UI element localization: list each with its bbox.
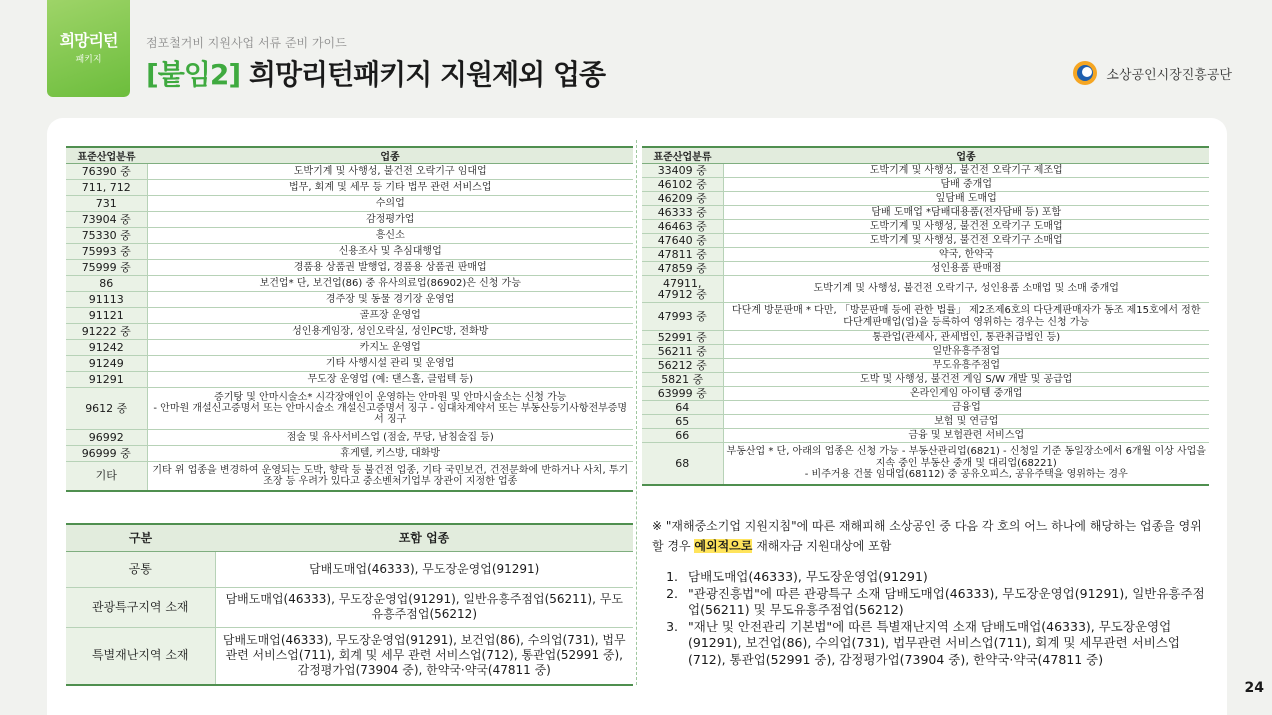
table-row [66, 260, 633, 276]
table-row [642, 415, 1209, 429]
table-row [66, 446, 633, 462]
right-industry-cell: 약국, 한약국 [723, 248, 1209, 262]
left-code-cell: 91113 [66, 292, 147, 308]
table-row [66, 244, 633, 260]
list-item-text: "재난 및 안전관리 기본법"에 따른 특별재난지역 소재 담배도매업(46333), 무도장운영업(91291), 보건업(86), 수의업(731), 법무관련 서비스업(711), 회계 및 세무관련 서비스업(712), 통관업(52991 중), 감정평가업(73904 중), 한약국·약국(47811 중) [688, 618, 1180, 667]
left-industry-cell: 신용조사 및 추심대행업 [147, 244, 633, 260]
table-row [66, 587, 633, 627]
left-industry-cell: 경품용 상품권 발행업, 경품용 상품권 판매업 [147, 260, 633, 276]
excluded-industry-table-left [66, 146, 633, 492]
right-industry-cell: 도박 및 사행성, 불건전 게임 S/W 개발 및 공급업 [723, 373, 1209, 387]
table-row [66, 627, 633, 685]
left-code-cell: 91249 [66, 356, 147, 372]
col-header-industry: 업종 [723, 147, 1209, 164]
table-row [66, 196, 633, 212]
col-header-included: 포함 업종 [215, 524, 633, 551]
list-item-number: 1. [666, 569, 678, 584]
right-industry-cell: 담배 중개업 [723, 178, 1209, 192]
page-title [146, 53, 605, 93]
note-emphasis: 예외적으로 [694, 539, 753, 553]
table-row [66, 430, 633, 446]
left-industry-cell: 휴게텔, 키스방, 대화방 [147, 446, 633, 462]
left-code-cell: 711, 712 [66, 180, 147, 196]
table-row [642, 387, 1209, 401]
left-code-cell: 75993 중 [66, 244, 147, 260]
right-industry-cell: 일반유흥주점업 [723, 345, 1209, 359]
right-industry-cell: 무도유흥주점업 [723, 359, 1209, 373]
guide-label: 점포철거비 지원사업 서류 준비 가이드 [146, 36, 347, 50]
table-row [66, 180, 633, 196]
right-code-cell: 33409 중 [642, 164, 723, 178]
left-code-cell: 기타 [66, 462, 147, 491]
left-code-cell: 73904 중 [66, 212, 147, 228]
left-code-cell: 75330 중 [66, 228, 147, 244]
right-industry-cell: 보험 및 연금업 [723, 415, 1209, 429]
right-industry-cell: 금융업 [723, 401, 1209, 415]
table-row [642, 401, 1209, 415]
right-code-cell: 68 [642, 443, 723, 485]
left-code-cell: 91242 [66, 340, 147, 356]
right-industry-cell: 부동산업 * 단, 아래의 업종은 신청 가능 - 부동산관리업(6821) - 신청일 기준 동일장소에서 6개월 이상 사업을 지속 중인 부동산 중개 및 대리업(68221) - 비주거용 건물 임대업(68112) 중 공유오피스, 공유주택을 영위하는 경우 [723, 443, 1209, 485]
list-item [652, 569, 1212, 586]
right-industry-cell: 담배 도매업 *담배대용품(전자담배 등) 포함 [723, 206, 1209, 220]
list-item-number: 2. [666, 585, 678, 601]
exception-industry-table [66, 523, 633, 686]
table-row [642, 359, 1209, 373]
title-tag: [붙임2] [146, 58, 241, 91]
right-industry-cell: 잎담배 도매업 [723, 192, 1209, 206]
right-industry-cell: 성인용품 판매점 [723, 262, 1209, 276]
right-code-cell: 47993 중 [642, 303, 723, 331]
table-row [66, 356, 633, 372]
right-industry-cell: 도박기계 및 사행성, 불건전 오락기구, 성인용품 소매업 및 소매 중개업 [723, 276, 1209, 303]
left-industry-cell: 기타 위 업종을 변경하여 운영되는 도박, 향락 등 불건전 업종, 기타 국민보건, 건전문화에 반하거나 사치, 투기조장 등 우려가 있다고 중소벤처기업부 장관이 지정한 업종 [147, 462, 633, 491]
table-row [642, 164, 1209, 178]
left-industry-cell: 흥신소 [147, 228, 633, 244]
table-row [642, 443, 1209, 485]
left-industry-cell: 기타 사행시설 관리 및 운영업 [147, 356, 633, 372]
left-industry-cell: 성인용게임장, 성인오락실, 성인PC방, 전화방 [147, 324, 633, 340]
left-industry-cell: 법무, 회계 및 세무 등 기타 법무 관련 서비스업 [147, 180, 633, 196]
agency-emblem-icon [1072, 60, 1100, 86]
list-item [652, 619, 1212, 669]
left-code-cell: 91121 [66, 308, 147, 324]
agency-name: 소상공인시장진흥공단 [1106, 67, 1232, 83]
table-row [642, 331, 1209, 345]
col-header-code: 표준산업분류 [66, 147, 147, 164]
left-industry-cell: 경주장 및 동물 경기장 운영업 [147, 292, 633, 308]
table-row [642, 276, 1209, 303]
left-industry-cell: 보건업* 단, 보건업(86) 중 유사의료업(86902)은 신청 가능 [147, 276, 633, 292]
table-row [66, 212, 633, 228]
disaster-note [652, 516, 1212, 556]
right-code-cell: 46102 중 [642, 178, 723, 192]
category-cell: 특별재난지역 소재 [66, 627, 215, 685]
table-row [642, 220, 1209, 234]
table-row [642, 192, 1209, 206]
col-header-code: 표준산업분류 [642, 147, 723, 164]
category-cell: 공통 [66, 551, 215, 587]
included-industry-cell: 담배도매업(46333), 무도장운영업(91291), 일반유흥주점업(56211), 무도유흥주점업(56212) [215, 587, 633, 627]
right-code-cell: 47811 중 [642, 248, 723, 262]
included-industry-cell: 담배도매업(46333), 무도장운영업(91291), 보건업(86), 수의업(731), 법무 관련 서비스업(711), 회계 및 세무 관련 서비스업(712), 통관업(52991 중), 감정평가업(73904 중), 한약국·약국(47811 중) [215, 627, 633, 685]
note-intro: ※ "재해중소기업 지원지침"에 따른 재해피해 소상공인 중 다음 각 호의 어느 하나에 해당하는 업종을 영위할 경우 [652, 519, 1202, 553]
logo-subtext: 패키지 [75, 54, 102, 65]
right-code-cell: 47859 중 [642, 262, 723, 276]
left-code-cell: 76390 중 [66, 164, 147, 180]
right-code-cell: 66 [642, 429, 723, 443]
right-code-cell: 64 [642, 401, 723, 415]
table-row [642, 248, 1209, 262]
left-code-cell: 96992 [66, 430, 147, 446]
table-row [66, 228, 633, 244]
table-row [66, 388, 633, 430]
col-header-category: 구분 [66, 524, 215, 551]
table-row [66, 324, 633, 340]
right-industry-cell: 금융 및 보험관련 서비스업 [723, 429, 1209, 443]
title-text: 희망리턴패키지 지원제외 업종 [248, 58, 606, 91]
right-code-cell: 5821 중 [642, 373, 723, 387]
table-row [66, 292, 633, 308]
right-code-cell: 65 [642, 415, 723, 429]
right-code-cell: 52991 중 [642, 331, 723, 345]
left-code-cell: 91222 중 [66, 324, 147, 340]
right-industry-cell: 도박기계 및 사행성, 불건전 오락기구 도매업 [723, 220, 1209, 234]
table-row [66, 340, 633, 356]
table-row [642, 373, 1209, 387]
table-row [642, 206, 1209, 220]
logo-text: 희망리턴 [59, 30, 118, 50]
page-number: 24 [1244, 680, 1264, 696]
left-code-cell: 91291 [66, 372, 147, 388]
table-row [642, 234, 1209, 248]
left-industry-cell: 무도장 운영업 (예: 댄스홀, 클럽텍 등) [147, 372, 633, 388]
table-row [642, 429, 1209, 443]
right-code-cell: 47640 중 [642, 234, 723, 248]
category-cell: 관광특구지역 소재 [66, 587, 215, 627]
right-code-cell: 63999 중 [642, 387, 723, 401]
program-logo [47, 0, 130, 97]
table-row [642, 345, 1209, 359]
note-outro: 재해자금 지원대상에 포함 [752, 539, 892, 553]
right-industry-cell: 다단계 방문판매 * 다만, 「방문판매 등에 관한 법률」 제2조제6호의 다단계판매자가 동조 제15호에서 정한 다단계판매업(업)을 등록하여 영위하는 경우는 신청 가능 [723, 303, 1209, 331]
table-row [642, 303, 1209, 331]
included-industry-cell: 담배도매업(46333), 무도장운영업(91291) [215, 551, 633, 587]
left-industry-cell: 도박기계 및 사행성, 불건전 오락기구 임대업 [147, 164, 633, 180]
right-code-cell: 46463 중 [642, 220, 723, 234]
list-item-number: 3. [666, 618, 678, 634]
table-row [66, 164, 633, 180]
col-header-industry: 업종 [147, 147, 633, 164]
right-code-cell: 46333 중 [642, 206, 723, 220]
left-industry-cell: 수의업 [147, 196, 633, 212]
list-item-text: 담배도매업(46333), 무도장운영업(91291) [688, 569, 928, 584]
table-row [642, 178, 1209, 192]
table-row [66, 372, 633, 388]
table-row [66, 308, 633, 324]
table-row [66, 276, 633, 292]
left-code-cell: 731 [66, 196, 147, 212]
right-code-cell: 47911, 47912 중 [642, 276, 723, 303]
list-item [652, 586, 1212, 619]
column-divider [636, 140, 637, 685]
left-code-cell: 86 [66, 276, 147, 292]
excluded-industry-table-right [642, 146, 1209, 486]
left-code-cell: 75999 중 [66, 260, 147, 276]
agency-logo [1072, 60, 1232, 86]
left-industry-cell: 점술 및 유사서비스업 (점술, 무당, 남침술집 등) [147, 430, 633, 446]
left-industry-cell: 증기탕 및 안마시술소* 시각장애인이 운영하는 안마원 및 안마시술소는 신청 가능 - 안마원 개설신고증명서 또는 안마시술소 개설신고증명서 징구 - 임대차계약서 또는 부동산등기사항전부증명서 징구 [147, 388, 633, 430]
left-code-cell: 9612 중 [66, 388, 147, 430]
right-industry-cell: 도박기계 및 사행성, 불건전 오락기구 소매업 [723, 234, 1209, 248]
right-code-cell: 56211 중 [642, 345, 723, 359]
left-industry-cell: 골프장 운영업 [147, 308, 633, 324]
right-industry-cell: 온라인게임 아이템 중개업 [723, 387, 1209, 401]
left-industry-cell: 카지노 운영업 [147, 340, 633, 356]
table-row [642, 262, 1209, 276]
right-industry-cell: 통관업(관세사, 관세법인, 통관취급법인 등) [723, 331, 1209, 345]
right-code-cell: 46209 중 [642, 192, 723, 206]
left-industry-cell: 감정평가업 [147, 212, 633, 228]
left-code-cell: 96999 중 [66, 446, 147, 462]
table-row [66, 551, 633, 587]
right-industry-cell: 도박기계 및 사행성, 불건전 오락기구 제조업 [723, 164, 1209, 178]
note-list [652, 569, 1212, 668]
list-item-text: "관광진흥법"에 따른 관광특구 소재 담배도매업(46333), 무도장운영업(91291), 일반유흥주점업(56211) 및 무도유흥주점업(56212) [688, 585, 1205, 617]
right-code-cell: 56212 중 [642, 359, 723, 373]
table-row [66, 462, 633, 491]
